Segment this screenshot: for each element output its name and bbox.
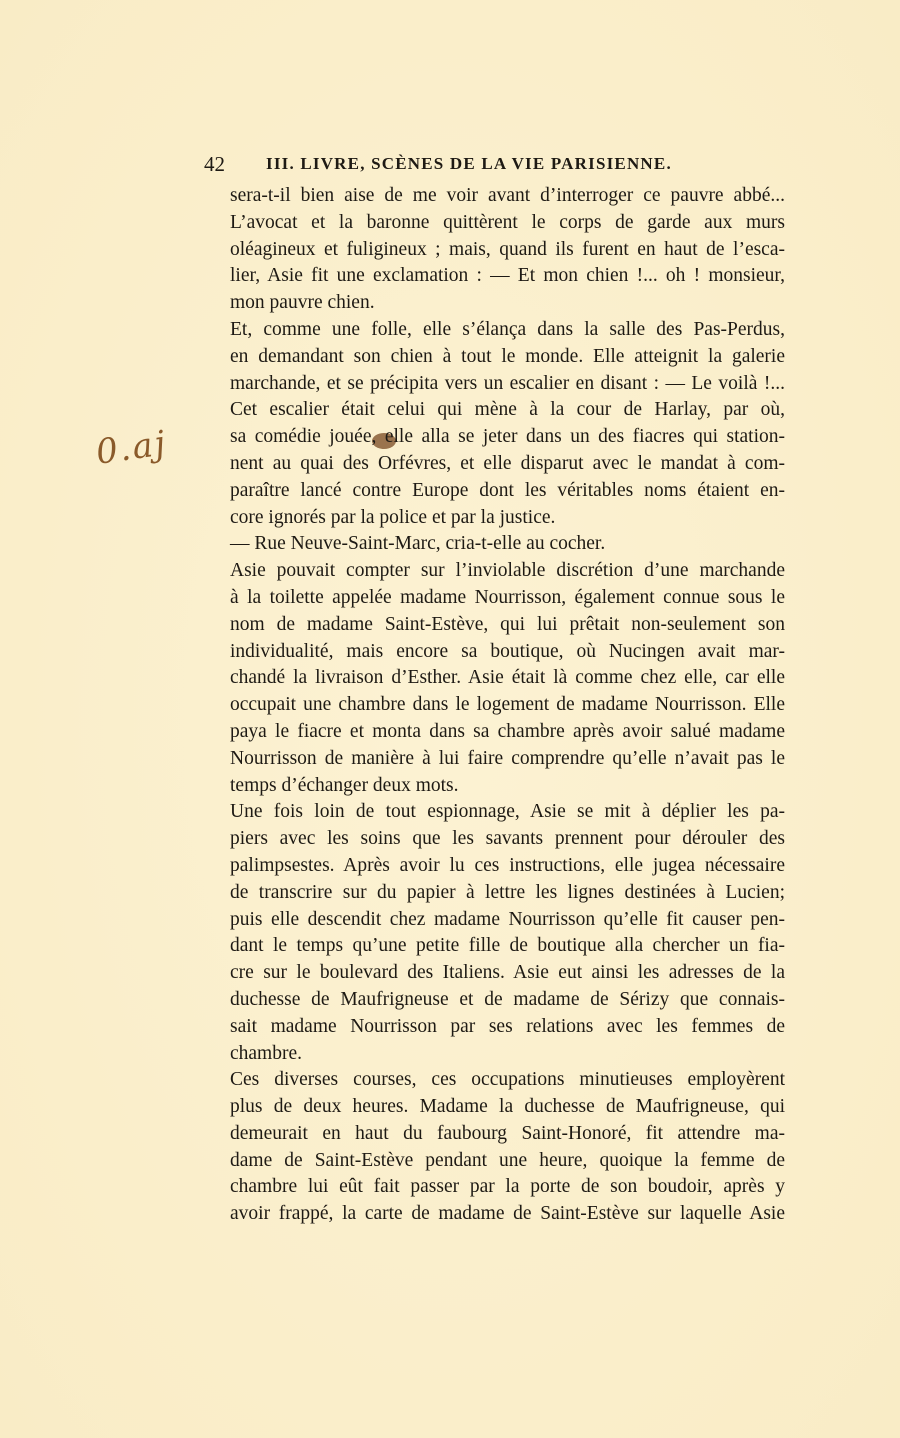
text-line: cre sur le boulevard des Italiens. Asie eut ainsi les adresses de la [230, 962, 785, 984]
text-line: — Rue Neuve-Saint-Marc, cria-t-elle au cocher. [230, 533, 606, 555]
text-line: sa comédie jouée, elle alla se jeter dans un des fiacres qui station- [230, 426, 785, 448]
text-line: duchesse de Maufrigneuse et de madame de Sérizy que connais- [230, 988, 785, 1010]
text-line: sera-t-il bien aise de me voir avant d’interroger ce pauvre abbé... [230, 185, 785, 206]
text-line: nent au quai des Orfévres, et elle disparut avec le mandat à com- [230, 452, 785, 474]
text-line: Nourrisson de manière à lui faire comprendre qu’elle n’avait pas le [230, 747, 785, 769]
text-line: en demandant son chien à tout le monde. Elle atteignit la galerie [230, 345, 785, 367]
text-line: nom de madame Saint-Estève, qui lui prêtait non-seulement son [230, 613, 785, 635]
text-line: temps d’échanger deux mots. [230, 774, 459, 796]
page-header [204, 152, 794, 178]
text-line: Cet escalier était celui qui mène à la cour de Harlay, par où, [230, 399, 785, 421]
text-line: paraître lancé contre Europe dont les véritables noms étaient en- [230, 479, 785, 501]
text-line: Asie pouvait compter sur l’inviolable discrétion d’une marchande [230, 560, 785, 582]
text-line: individualité, mais encore sa boutique, où Nucingen avait mar- [230, 640, 785, 662]
text-line: piers avec les soins que les savants prennent pour dérouler des [230, 828, 785, 850]
text-line: palimpsestes. Après avoir lu ces instructions, elle jugea nécessaire [230, 854, 785, 876]
text-line: dant le temps qu’une petite fille de boutique alla chercher un fia- [230, 935, 785, 957]
text-line: marchande, et se précipita vers un escalier en disant : — Le voilà !... [230, 372, 785, 394]
text-line: chambre lui eût fait passer par la porte de son boudoir, après y [230, 1176, 785, 1198]
text-line: demeurait en haut du faubourg Saint-Honoré, fit attendre ma- [230, 1122, 785, 1144]
text-line: Une fois loin de tout espionnage, Asie se mit à déplier les pa- [230, 801, 785, 823]
text-line: chambre. [230, 1042, 303, 1064]
text-line: à la toilette appelée madame Nourrisson, également connue sous le [230, 586, 785, 608]
page-number: 42 [204, 152, 225, 176]
text-line: mon pauvre chien. [230, 292, 375, 314]
text-line: Ces diverses courses, ces occupations minutieuses employèrent [230, 1069, 785, 1091]
text-line: dame de Saint-Estève pendant une heure, quoique la femme de [230, 1149, 785, 1171]
text-line: plus de deux heures. Madame la duchesse de Maufrigneuse, qui [230, 1096, 785, 1118]
text-line: Et, comme une folle, elle s’élança dans la salle des Pas-Perdus, [230, 318, 785, 340]
text-line: L’avocat et la baronne quittèrent le corps de garde aux murs [230, 211, 785, 233]
text-line: core ignorés par la police et par la justice. [230, 506, 556, 528]
text-line: sait madame Nourrisson par ses relations avec les femmes de [230, 1015, 785, 1037]
text-line: paya le fiacre et monta dans sa chambre après avoir salué madame [230, 720, 785, 742]
running-title: III. LIVRE, SCÈNES DE LA VIE PARISIENNE. [266, 154, 672, 173]
handwritten-margin-note: 0.aj [93, 423, 170, 473]
text-line: occupait une chambre dans le logement de madame Nourrisson. Elle [230, 694, 785, 716]
text-line: chandé la livraison d’Esther. Asie était là comme chez elle, car elle [230, 667, 785, 689]
text-line: puis elle descendit chez madame Nourrisson qu’elle fit causer pen- [230, 908, 785, 930]
text-line: lier, Asie fit une exclamation : — Et mon chien !... oh ! monsieur, [230, 265, 785, 287]
text-line: oléagineux et fuligineux ; mais, quand ils furent en haut de l’esca- [230, 238, 785, 260]
text-line: avoir frappé, la carte de madame de Saint-Estève sur laquelle Asie [230, 1203, 785, 1225]
body-text [230, 183, 785, 1228]
text-line: de transcrire sur du papier à lettre les lignes destinées à Lucien; [230, 881, 785, 903]
